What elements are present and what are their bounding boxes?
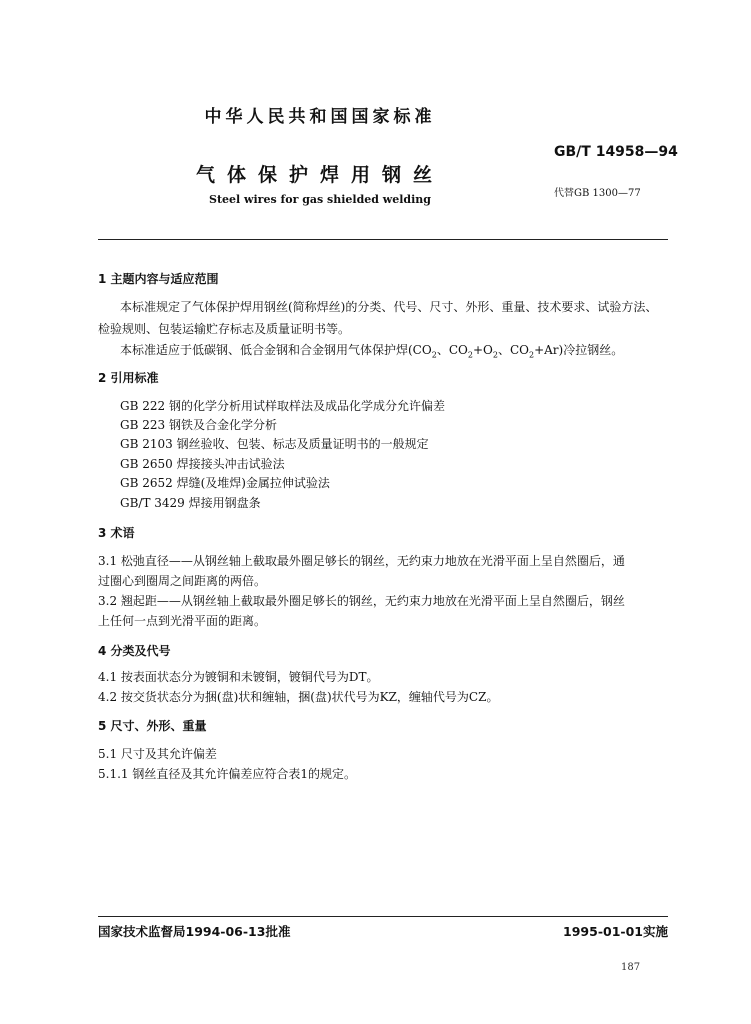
section-1-heading: 1 主题内容与适应范围 [98,272,219,286]
approval-date: 国家技术监督局1994-06-13批准 [98,924,291,939]
reference-item: GB 222 钢的化学分析用试样取样法及成品化学成分允许偏差 [120,399,445,413]
section-4-heading: 4 分类及代号 [98,644,171,658]
section-1-paragraph-1-line-1: 本标准规定了气体保护焊用钢丝(简称焊丝)的分类、代号、尺寸、外形、重量、技术要求、试验方法、 [120,300,658,314]
reference-item: GB 2103 钢丝验收、包装、标志及质量证明书的一般规定 [120,437,429,451]
clause-4-2: 4.2 按交货状态分为捆(盘)状和缠轴，捆(盘)状代号为KZ，缠轴代号为CZ。 [98,690,499,704]
clause-4-1: 4.1 按表面状态分为镀铜和未镀铜，镀铜代号为DT。 [98,670,379,684]
term-3-1-line-1: 3.1 松弛直径——从钢丝轴上截取最外圈足够长的钢丝，无约束力地放在光滑平面上呈自然圈后，通 [98,554,625,568]
term-3-1-line-2: 过圈心到圈周之间距离的两倍。 [98,574,267,588]
term-3-2-line-1: 3.2 翘起距——从钢丝轴上截取最外圈足够长的钢丝，无约束力地放在光滑平面上呈自然圈后，钢丝 [98,594,625,608]
term-3-2-line-2: 上任何一点到光滑平面的距离。 [98,614,267,628]
replaces-note: 代替GB 1300—77 [554,188,641,199]
reference-item: GB 223 钢铁及合金化学分析 [120,418,277,432]
header-divider [98,239,668,240]
section-5-heading: 5 尺寸、外形、重量 [98,719,207,733]
national-standard-heading: 中华人民共和国国家标准 [204,107,436,127]
section-2-heading: 2 引用标准 [98,371,159,385]
reference-item: GB 2650 焊接接头冲击试验法 [120,457,285,471]
reference-item: GB/T 3429 焊接用钢盘条 [120,496,261,510]
page-number: 187 [621,962,641,973]
section-1-paragraph-1-line-2: 检验规则、包装运输贮存标志及质量证明书等。 [98,322,351,336]
standard-title-en: Steel wires for gas shielded welding [209,193,431,206]
section-1-paragraph-2: 本标准适应于低碳钢、低合金钢和合金钢用气体保护焊($CO_2$、$CO_2+O_2$、$CO_2+Ar$)冷拉钢丝。 [120,343,624,360]
clause-5-1-1: 5.1.1 钢丝直径及其允许偏差应符合表1的规定。 [98,767,356,781]
reference-item: GB 2652 焊缝(及堆焊)金属拉伸试验法 [120,476,330,490]
clause-5-1: 5.1 尺寸及其允许偏差 [98,747,217,761]
footer-divider [98,916,668,917]
section-3-heading: 3 术语 [98,526,135,540]
effective-date: 1995-01-01实施 [563,924,668,939]
standard-title-cn: 气体保护焊用钢丝 [195,164,444,186]
standard-code: GB/T 14958—94 [554,144,678,160]
